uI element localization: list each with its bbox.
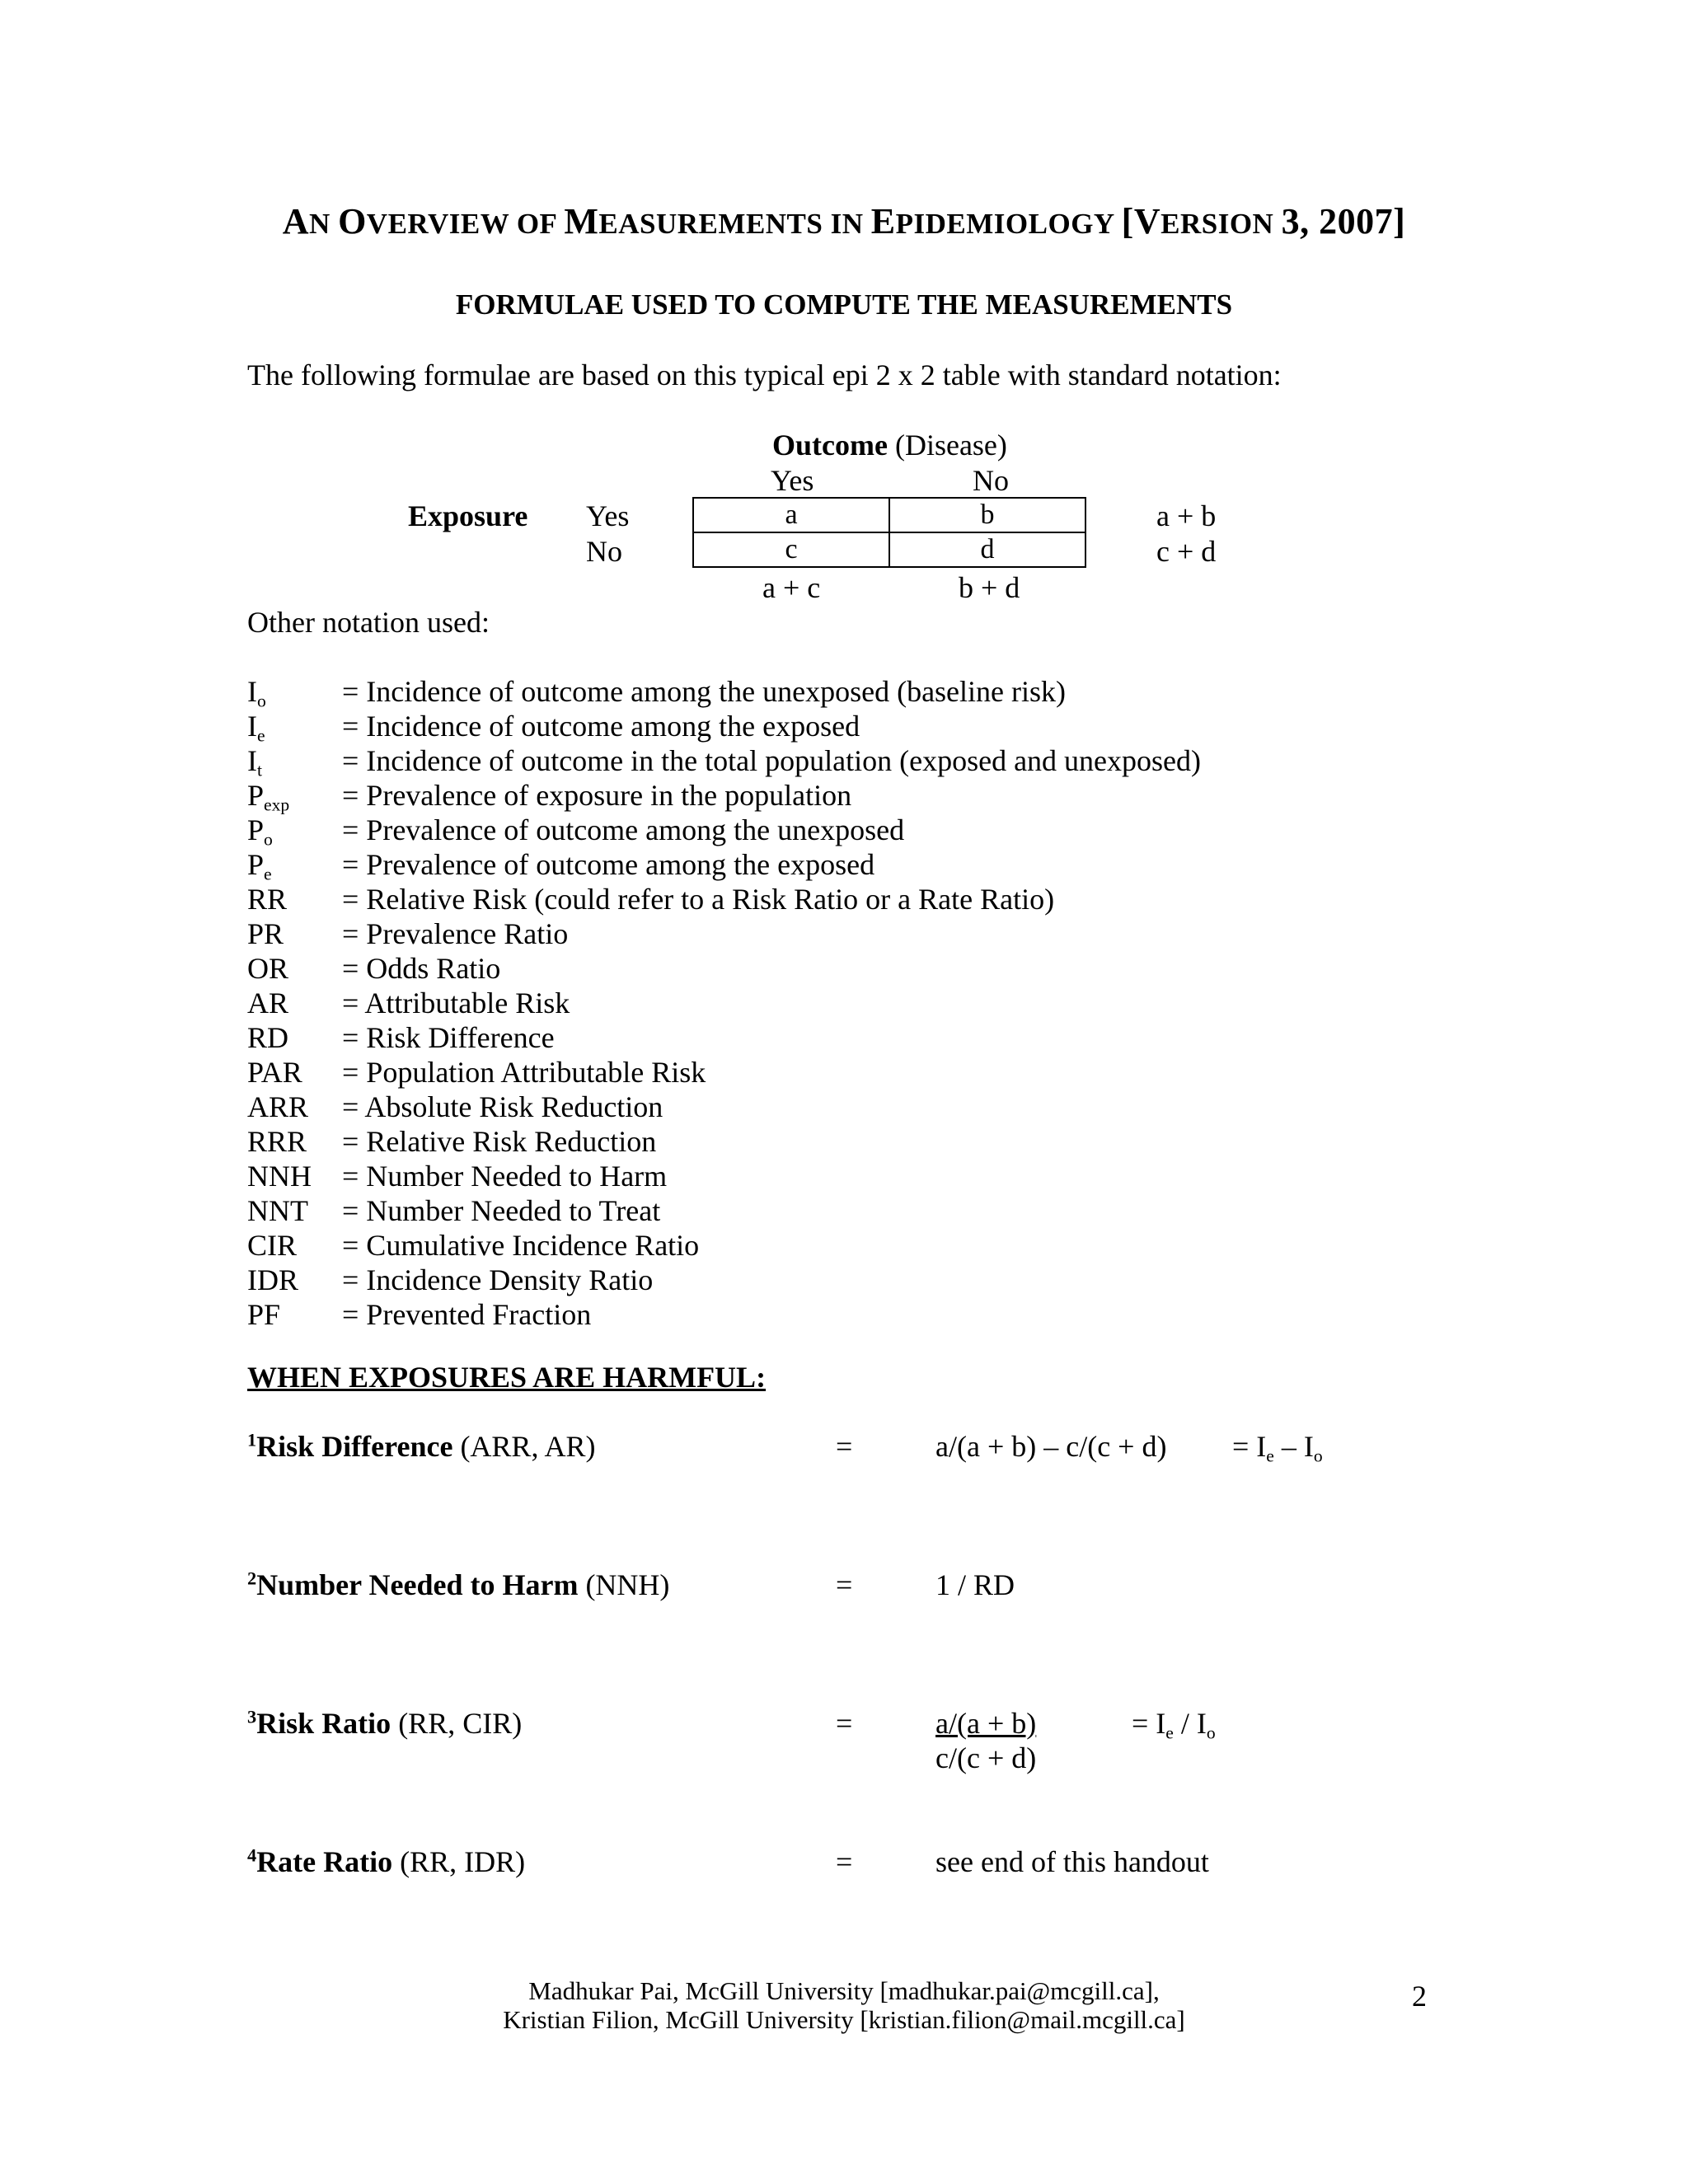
equals-sign: = bbox=[836, 1707, 853, 1740]
formula-risk-ratio-incidence: = $I_e / I_o$ bbox=[1132, 1707, 1216, 1743]
notation-symbol: IDR bbox=[247, 1263, 298, 1296]
notation-symbol: RR bbox=[247, 883, 288, 916]
column-total-disease: a + c bbox=[762, 571, 821, 604]
formula-nnh-expression: 1 / RD bbox=[935, 1568, 1015, 1601]
notation-symbol: OR bbox=[247, 952, 289, 985]
notation-definition: = Attributable Risk bbox=[342, 987, 570, 1019]
equals-sign: = bbox=[836, 1845, 853, 1878]
exposure-label: Exposure bbox=[408, 499, 528, 532]
notation-definition: = Prevalence Ratio bbox=[342, 917, 569, 950]
table-cell-a: a bbox=[693, 498, 889, 532]
footer-author-line-1: Madhukar Pai, McGill University [madhukar.pai@mcgill.ca], bbox=[528, 1976, 1160, 2005]
formula-rate-ratio-expression: see end of this handout bbox=[935, 1845, 1209, 1878]
contingency-table bbox=[692, 497, 1086, 568]
section-heading: WHEN EXPOSURES ARE HARMFUL: bbox=[247, 1361, 767, 1394]
table-row bbox=[693, 532, 1085, 567]
column-total-no-disease: b + d bbox=[959, 571, 1020, 604]
notation-definition: = Prevalence of exposure in the population bbox=[342, 779, 852, 812]
formula-risk-ratio-denominator: c/(c + d) bbox=[935, 1741, 1037, 1774]
column-header-no: No bbox=[973, 464, 1009, 497]
document-title: AN OVERVIEW OF MEASUREMENTS IN EPIDEMIOLOGY [VERSION 3, 2007] bbox=[282, 201, 1406, 241]
notation-symbol: $I_t$ bbox=[247, 744, 262, 780]
document-subtitle: FORMULAE USED TO COMPUTE THE MEASUREMENTS bbox=[455, 288, 1233, 321]
page-number: 2 bbox=[1412, 1980, 1427, 2013]
notation-definition: = Incidence of outcome in the total population (exposed and unexposed) bbox=[342, 744, 1201, 777]
row-total-exposed: a + b bbox=[1156, 499, 1217, 532]
notation-symbol: NNT bbox=[247, 1194, 308, 1227]
notation-definition: = Number Needed to Treat bbox=[342, 1194, 661, 1227]
footer-author-line-2: Kristian Filion, McGill University [kristian.filion@mail.mcgill.ca] bbox=[503, 2005, 1185, 2034]
table-cell-b: b bbox=[889, 498, 1085, 532]
table-cell-c: c bbox=[693, 532, 889, 567]
column-header-yes: Yes bbox=[771, 464, 814, 497]
notation-definition: = Number Needed to Harm bbox=[342, 1160, 668, 1193]
notation-definition: = Prevalence of outcome among the unexposed bbox=[342, 813, 905, 846]
notation-definition: = Absolute Risk Reduction bbox=[342, 1090, 663, 1123]
formula-nnh-label: $^2$Number Needed to Harm (NNH) bbox=[247, 1568, 670, 1601]
notation-symbol: $P_e$ bbox=[247, 848, 272, 884]
notation-symbol: ARR bbox=[247, 1090, 309, 1123]
notation-definition: = Prevented Fraction bbox=[342, 1298, 592, 1331]
equals-sign: = bbox=[836, 1568, 853, 1601]
formula-rate-ratio-label: $^4$Rate Ratio (RR, IDR) bbox=[247, 1844, 526, 1878]
notation-definition: = Relative Risk Reduction bbox=[342, 1125, 657, 1158]
notation-symbol: AR bbox=[247, 987, 289, 1019]
notation-symbol: PR bbox=[247, 917, 284, 950]
row-total-unexposed: c + d bbox=[1156, 535, 1217, 568]
row-header-no: No bbox=[586, 535, 622, 568]
notation-symbol: RD bbox=[247, 1021, 289, 1054]
notation-definition: = Incidence of outcome among the unexposed (baseline risk) bbox=[342, 675, 1067, 708]
notation-symbol: $I_e$ bbox=[247, 710, 265, 746]
notation-definition: = Odds Ratio bbox=[342, 952, 501, 985]
table-row bbox=[693, 498, 1085, 532]
other-notation-label: Other notation used: bbox=[247, 606, 490, 639]
notation-symbol: $P_o$ bbox=[247, 813, 273, 850]
notation-symbol: CIR bbox=[247, 1229, 298, 1262]
outcome-header: Outcome (Disease) bbox=[772, 429, 1007, 462]
notation-definition: = Relative Risk (could refer to a Risk Ratio or a Rate Ratio) bbox=[342, 883, 1055, 916]
notation-symbol: NNH bbox=[247, 1160, 312, 1193]
notation-definition: = Incidence Density Ratio bbox=[342, 1263, 654, 1296]
notation-symbol: $P_{exp}$ bbox=[247, 779, 290, 815]
row-header-yes: Yes bbox=[586, 499, 630, 532]
table-cell-d: d bbox=[889, 532, 1085, 567]
notation-definition: = Prevalence of outcome among the exposed bbox=[342, 848, 875, 881]
notation-symbol: $I_o$ bbox=[247, 675, 266, 711]
formula-risk-difference-expression: a/(a + b) – c/(c + d) bbox=[935, 1430, 1167, 1463]
formula-risk-ratio-label: $^3$Risk Ratio (RR, CIR) bbox=[247, 1706, 523, 1740]
notation-symbol: PF bbox=[247, 1298, 281, 1331]
formula-risk-difference-label: $^1$Risk Difference (ARR, AR) bbox=[247, 1429, 596, 1463]
formula-risk-ratio-numerator: a/(a + b) bbox=[935, 1707, 1037, 1740]
notation-symbol: PAR bbox=[247, 1056, 302, 1089]
notation-definition: = Risk Difference bbox=[342, 1021, 555, 1054]
equals-sign: = bbox=[836, 1430, 853, 1463]
notation-definition: = Cumulative Incidence Ratio bbox=[342, 1229, 700, 1262]
notation-definition: = Incidence of outcome among the exposed bbox=[342, 710, 860, 743]
notation-symbol: RRR bbox=[247, 1125, 307, 1158]
formula-risk-difference-incidence: = $I_e - I_o$ bbox=[1232, 1430, 1323, 1466]
notation-definition: = Population Attributable Risk bbox=[342, 1056, 706, 1089]
intro-text: The following formulae are based on this typical epi 2 x 2 table with standard notation: bbox=[247, 359, 1282, 391]
